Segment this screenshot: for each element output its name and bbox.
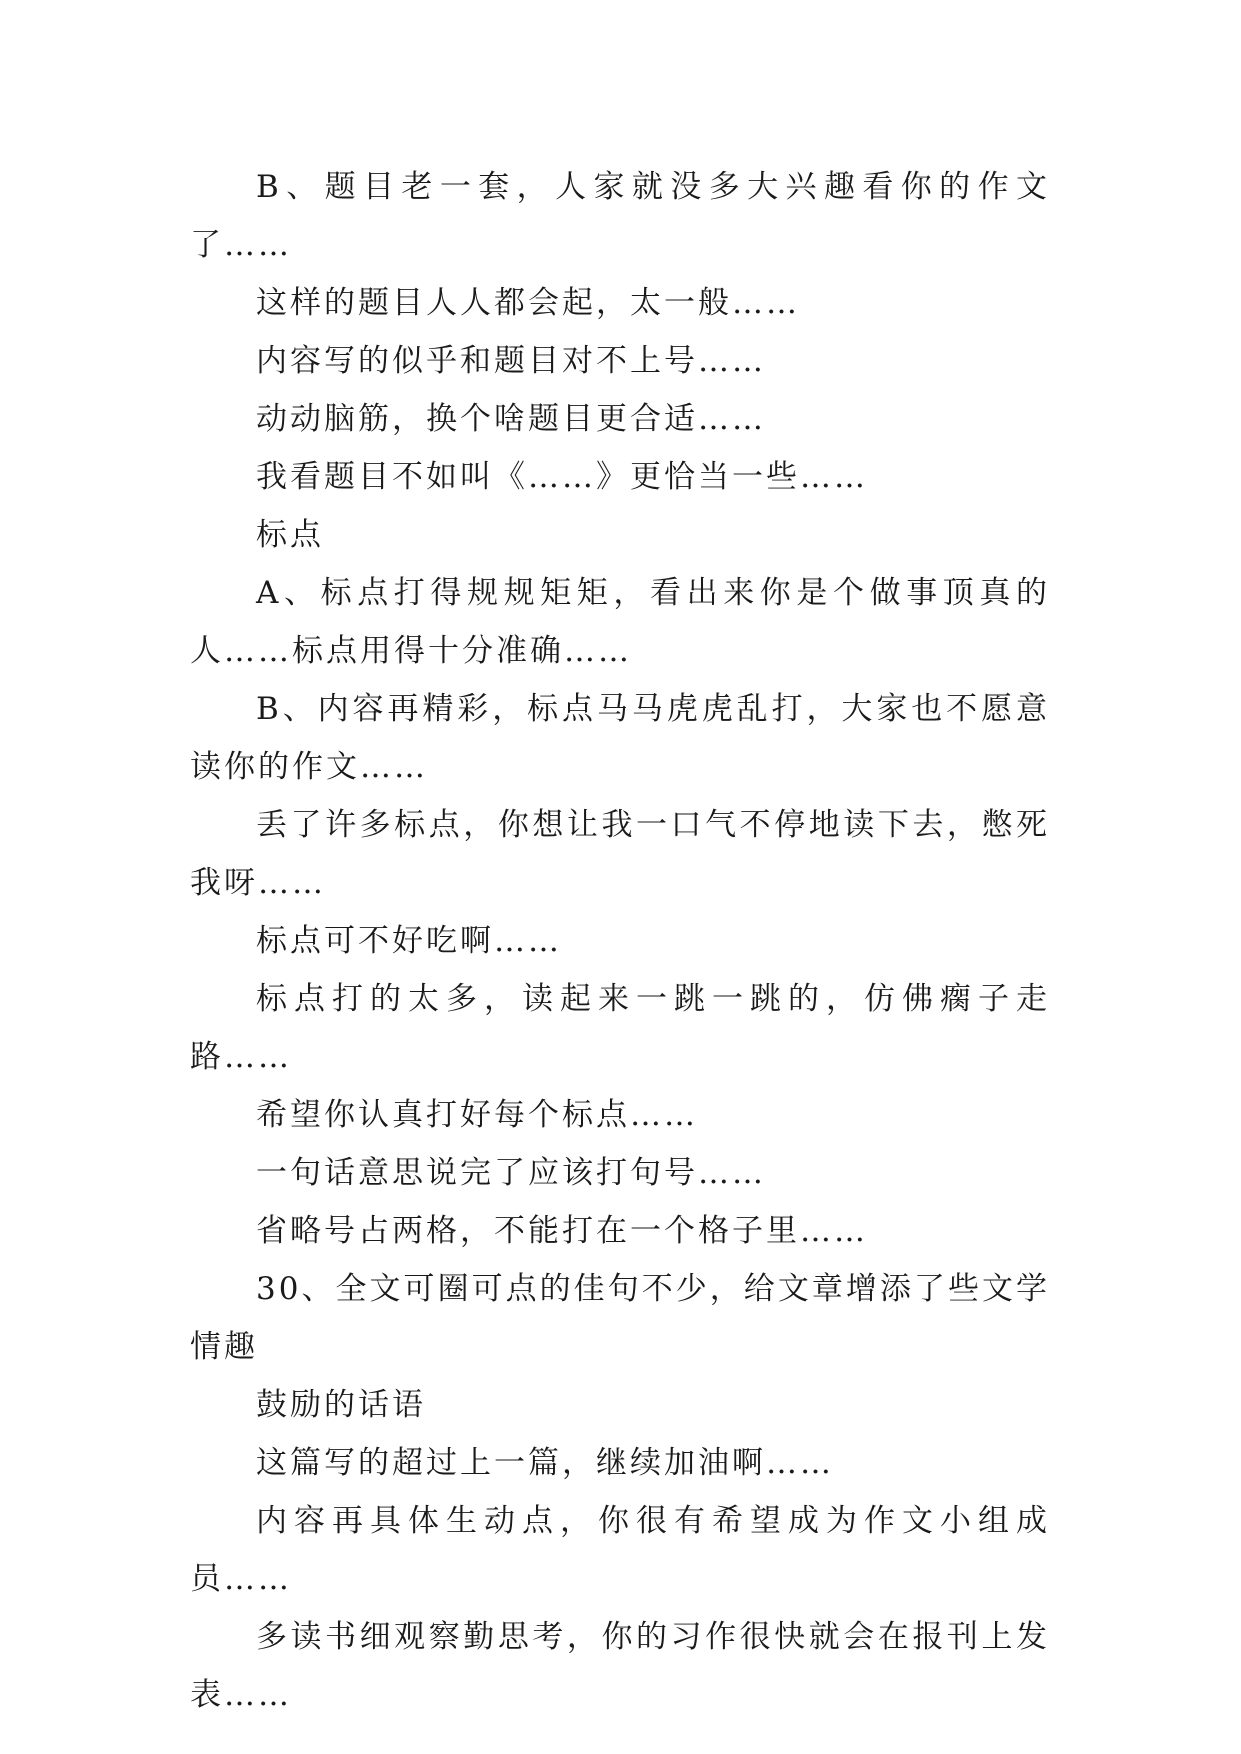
paragraph: 这样的题目人人都会起，太一般…… — [256, 285, 800, 321]
paragraph: 丢了许多标点，你想让我一口气不停地读下去，憋死我呀…… — [190, 807, 1050, 901]
paragraph: 内容再具体生动点，你很有希望成为作文小组成员…… — [190, 1503, 1050, 1597]
paragraph: A、标点打得规规矩矩，看出来你是个做事顶真的人……标点用得十分准确…… — [190, 575, 1050, 669]
section-heading: 鼓励的话语 — [256, 1387, 426, 1423]
paragraph: 我看题目不如叫《……》更恰当一些…… — [256, 459, 868, 495]
paragraph: 标点可不好吃啊…… — [256, 923, 562, 959]
paragraph: 内容写的似乎和题目对不上号…… — [256, 343, 766, 379]
paragraph: 多读书细观察勤思考，你的习作很快就会在报刊上发表…… — [190, 1619, 1050, 1713]
paragraph: B、题目老一套，人家就没多大兴趣看你的作文了…… — [190, 169, 1050, 263]
paragraph: 省略号占两格，不能打在一个格子里…… — [256, 1213, 868, 1249]
paragraph: 希望你认真打好每个标点…… — [256, 1097, 698, 1133]
paragraph: 一句话意思说完了应该打句号…… — [256, 1155, 766, 1191]
document-body — [190, 158, 1050, 1724]
paragraph: 动动脑筋，换个啥题目更合适…… — [256, 401, 766, 437]
paragraph: 标点打的太多，读起来一跳一跳的，仿佛瘸子走路…… — [190, 981, 1050, 1075]
paragraph: 30、全文可圈可点的佳句不少，给文章增添了些文学情趣 — [190, 1271, 1050, 1365]
paragraph: 这篇写的超过上一篇，继续加油啊…… — [256, 1445, 834, 1481]
paragraph: B、内容再精彩，标点马马虎虎乱打，大家也不愿意读你的作文…… — [190, 691, 1050, 785]
section-heading: 标点 — [256, 517, 324, 553]
